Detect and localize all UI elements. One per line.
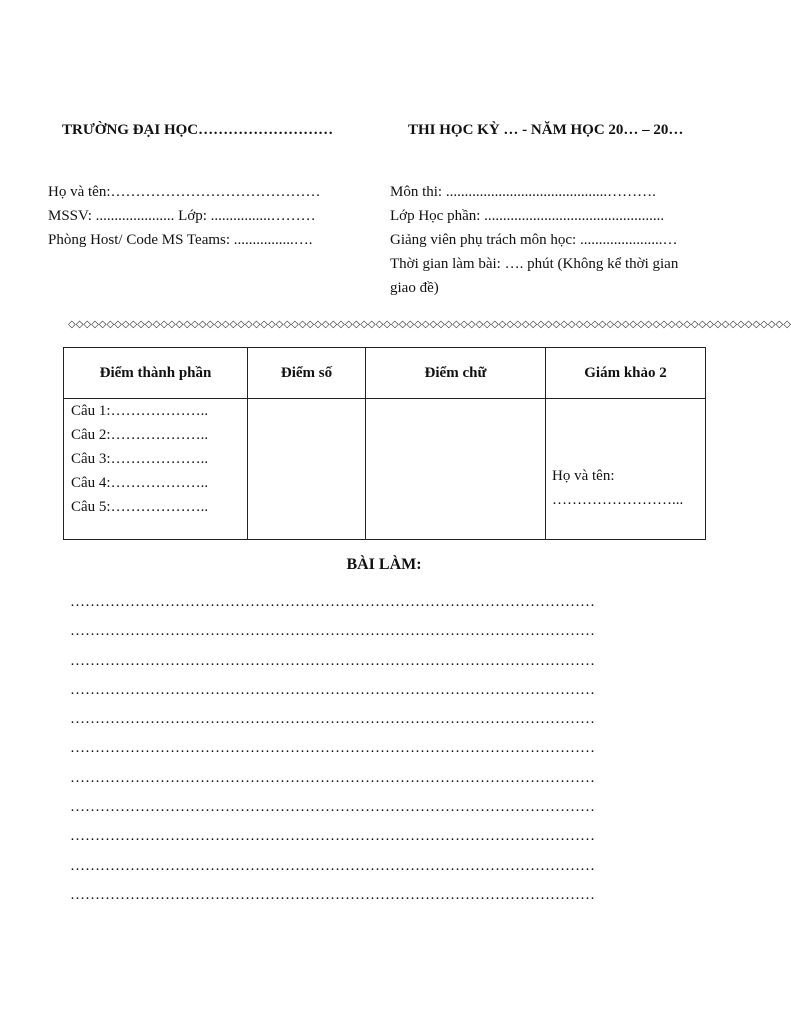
lecturer-field: Giảng viên phụ trách môn học: ......................… <box>390 232 678 248</box>
answer-line: …………………………………………………………………………………………… <box>70 857 595 874</box>
header-score-in-words: Điểm chữ <box>366 348 546 399</box>
answer-line: …………………………………………………………………………………………… <box>70 740 595 757</box>
answer-line: …………………………………………………………………………………………… <box>70 594 595 610</box>
answer-line: …………………………………………………………………………………………… <box>70 799 595 816</box>
answer-line: …………………………………………………………………………………………… <box>70 681 595 698</box>
subject-field: Môn thi: ...........................................………. <box>390 184 656 200</box>
answer-line: …………………………………………………………………………………………… <box>70 623 595 640</box>
duration-field: Thời gian làm bài: …. phút (Không kể thời gian <box>390 256 679 272</box>
question-4: Câu 4:……………….. <box>71 475 209 491</box>
score-in-words-cell[interactable] <box>366 399 546 540</box>
question-5: Câu 5:……………….. <box>71 499 209 515</box>
student-name-field: Họ và tên:…………………………………… <box>48 184 321 200</box>
answer-line: …………………………………………………………………………………………… <box>70 769 595 786</box>
score-table <box>63 347 706 540</box>
ornamental-divider: ◇◇◇◇◇◇◇◇◇◇◇◇◇◇◇◇◇◇◇◇◇◇◇◇◇◇◇◇◇◇◇◇◇◇◇◇◇◇◇◇◇◇◇◇◇◇◇◇◇◇◇◇◇◇◇◇◇◇◇◇◇◇◇◇◇◇◇◇◇◇◇◇◇◇◇◇◇◇◇◇◇◇◇◇◇◇◇◇◇◇◇◇◇◇ <box>68 319 791 330</box>
question-list-cell <box>64 399 248 540</box>
student-id-field: MSSV: ..................... Lớp: ................……… <box>48 208 316 224</box>
exam-title: THI HỌC KỲ … - NĂM HỌC 20… – 20… <box>408 122 684 138</box>
room-field: Phòng Host/ Code MS Teams: ................…. <box>48 232 313 248</box>
numeric-score-cell[interactable] <box>248 399 366 540</box>
duration-field-continued: giao đề) <box>390 280 439 296</box>
score-table-header-row <box>64 348 706 399</box>
question-2: Câu 2:……………….. <box>71 427 209 443</box>
grader-name-label: Họ và tên: <box>552 468 615 484</box>
question-1: Câu 1:……………….. <box>71 403 209 419</box>
class-section-field: Lớp Học phần: ................................................ <box>390 208 665 224</box>
second-grader-cell <box>546 399 706 540</box>
score-table-body-row <box>64 399 706 540</box>
answer-line: …………………………………………………………………………………………… <box>70 652 595 669</box>
answer-line: …………………………………………………………………………………………… <box>70 886 595 903</box>
school-name: TRƯỜNG ĐẠI HỌC……………………… <box>62 122 334 138</box>
header-numeric-score: Điểm số <box>248 348 366 399</box>
grader-name-dots: ……………………... <box>552 492 684 508</box>
answer-section-title: BÀI LÀM: <box>346 556 422 573</box>
question-3: Câu 3:……………….. <box>71 451 209 467</box>
answer-line: …………………………………………………………………………………………… <box>70 828 595 845</box>
header-component-score: Điểm thành phần <box>64 348 248 399</box>
answer-lines[interactable] <box>70 592 690 914</box>
answer-line: …………………………………………………………………………………………… <box>70 711 595 728</box>
header-second-grader: Giám khảo 2 <box>546 348 706 399</box>
